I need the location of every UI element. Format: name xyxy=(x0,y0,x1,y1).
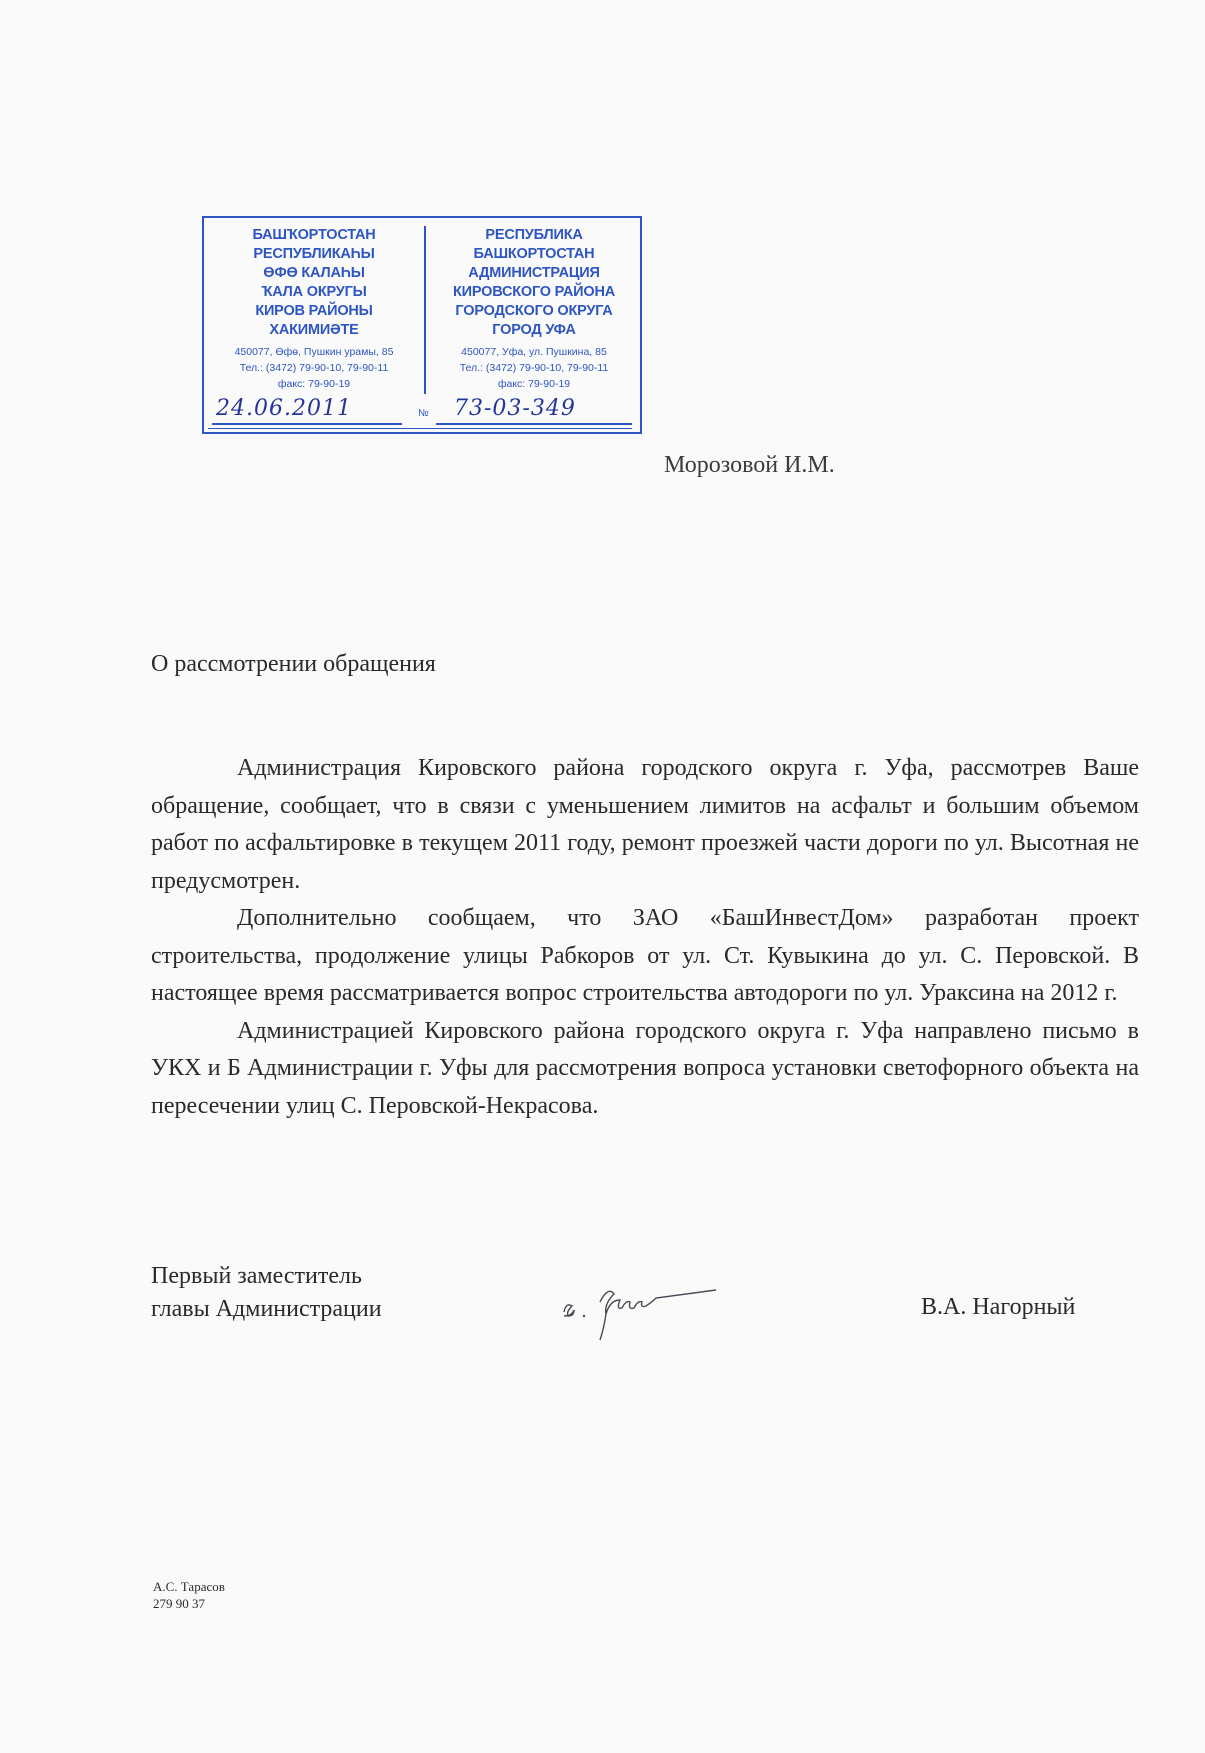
executor-info xyxy=(153,1578,225,1612)
stamp-right-address-line: Тел.: (3472) 79-90-10, 79-90-11 xyxy=(459,362,609,374)
stamp-right-address-line: факс: 79-90-19 xyxy=(497,378,571,390)
stamp-bottom-line xyxy=(208,428,632,430)
stamp-left-line: ХАКИМИӘТЕ xyxy=(269,322,359,338)
stamp-left-address-line: Тел.: (3472) 79-90-10, 79-90-11 xyxy=(239,362,389,374)
stamp-registration-row xyxy=(204,396,640,426)
stamp-left-address-line: 450077, Өфө, Пушкин урамы, 85 xyxy=(234,346,394,358)
stamp-right-line: КИРОВСКОГО РАЙОНА xyxy=(453,284,615,300)
stamp-left-column xyxy=(208,226,420,392)
stamp-right-address-line: 450077, Уфа, ул. Пушкина, 85 xyxy=(461,346,607,358)
addressee: Морозовой И.М. xyxy=(664,452,835,478)
registration-number-label: № xyxy=(418,408,429,419)
stamp-left-line: РЕСПУБЛИКАҺЫ xyxy=(253,246,375,262)
administration-stamp xyxy=(202,216,642,434)
body-paragraph: Администрацией Кировского района городского округа г. Уфа направлено письмо в УКХ и Б Администрации г. Уфы для рассмотрения вопроса установки светофорного объекта на пересечении улиц С. Перовской-Некрасова. xyxy=(151,1017,1139,1119)
signatory-title-line: Первый заместитель xyxy=(151,1263,362,1289)
registration-date: 24.06.2011 xyxy=(216,396,352,421)
date-underline xyxy=(212,423,402,425)
stamp-right-line: АДМИНИСТРАЦИЯ xyxy=(468,265,600,281)
stamp-left-line: БАШҠОРТОСТАН xyxy=(252,227,376,243)
stamp-left-line: ӨФӨ КАЛАҺЫ xyxy=(263,265,365,281)
letter-body xyxy=(151,750,1139,1125)
number-underline xyxy=(436,423,632,425)
stamp-right-line: ГОРОД УФА xyxy=(492,322,576,338)
stamp-right-address xyxy=(428,344,640,392)
letter-subject: О рассмотрении обращения xyxy=(151,651,436,677)
stamp-divider xyxy=(424,226,426,394)
signatory-title-line: главы Администрации xyxy=(151,1296,382,1322)
executor-name: А.С. Тарасов xyxy=(153,1579,225,1594)
body-paragraph: Администрация Кировского района городского округа г. Уфа, рассмотрев Ваше обращение, сообщает, что в связи с уменьшением лимитов на асфальт и большим объемом работ по асфальтировке в текущем 2011 году, ремонт проезжей части дороги по ул. Высотная не предусмотрен. xyxy=(151,755,1139,894)
stamp-left-line: КИРОВ РАЙОНЫ xyxy=(255,303,373,319)
stamp-left-line: ҠАЛА ОКРУГЫ xyxy=(261,284,367,300)
signatory-title xyxy=(151,1260,382,1326)
stamp-right-line: РЕСПУБЛИКА xyxy=(485,227,583,243)
handwritten-signature-icon xyxy=(556,1272,756,1342)
stamp-left-address-line: факс: 79-90-19 xyxy=(277,378,351,390)
stamp-right-line: БАШКОРТОСТАН xyxy=(473,246,595,262)
stamp-right-line: ГОРОДСКОГО ОКРУГА xyxy=(455,303,613,319)
body-paragraph: Дополнительно сообщаем, что ЗАО «БашИнвестДом» разработан проект строительства, продолжение улицы Рабкоров от ул. Ст. Кувыкина до ул. С. Перовской. В настоящее время рассматривается вопрос строительства автодороги по ул. Ураксина на 2012 г. xyxy=(151,905,1139,1006)
stamp-right-column xyxy=(428,226,640,392)
stamp-left-address xyxy=(208,344,420,392)
signatory-name: В.А. Нагорный xyxy=(921,1294,1076,1320)
executor-phone: 279 90 37 xyxy=(153,1596,205,1611)
registration-number: 73-03-349 xyxy=(454,396,576,421)
